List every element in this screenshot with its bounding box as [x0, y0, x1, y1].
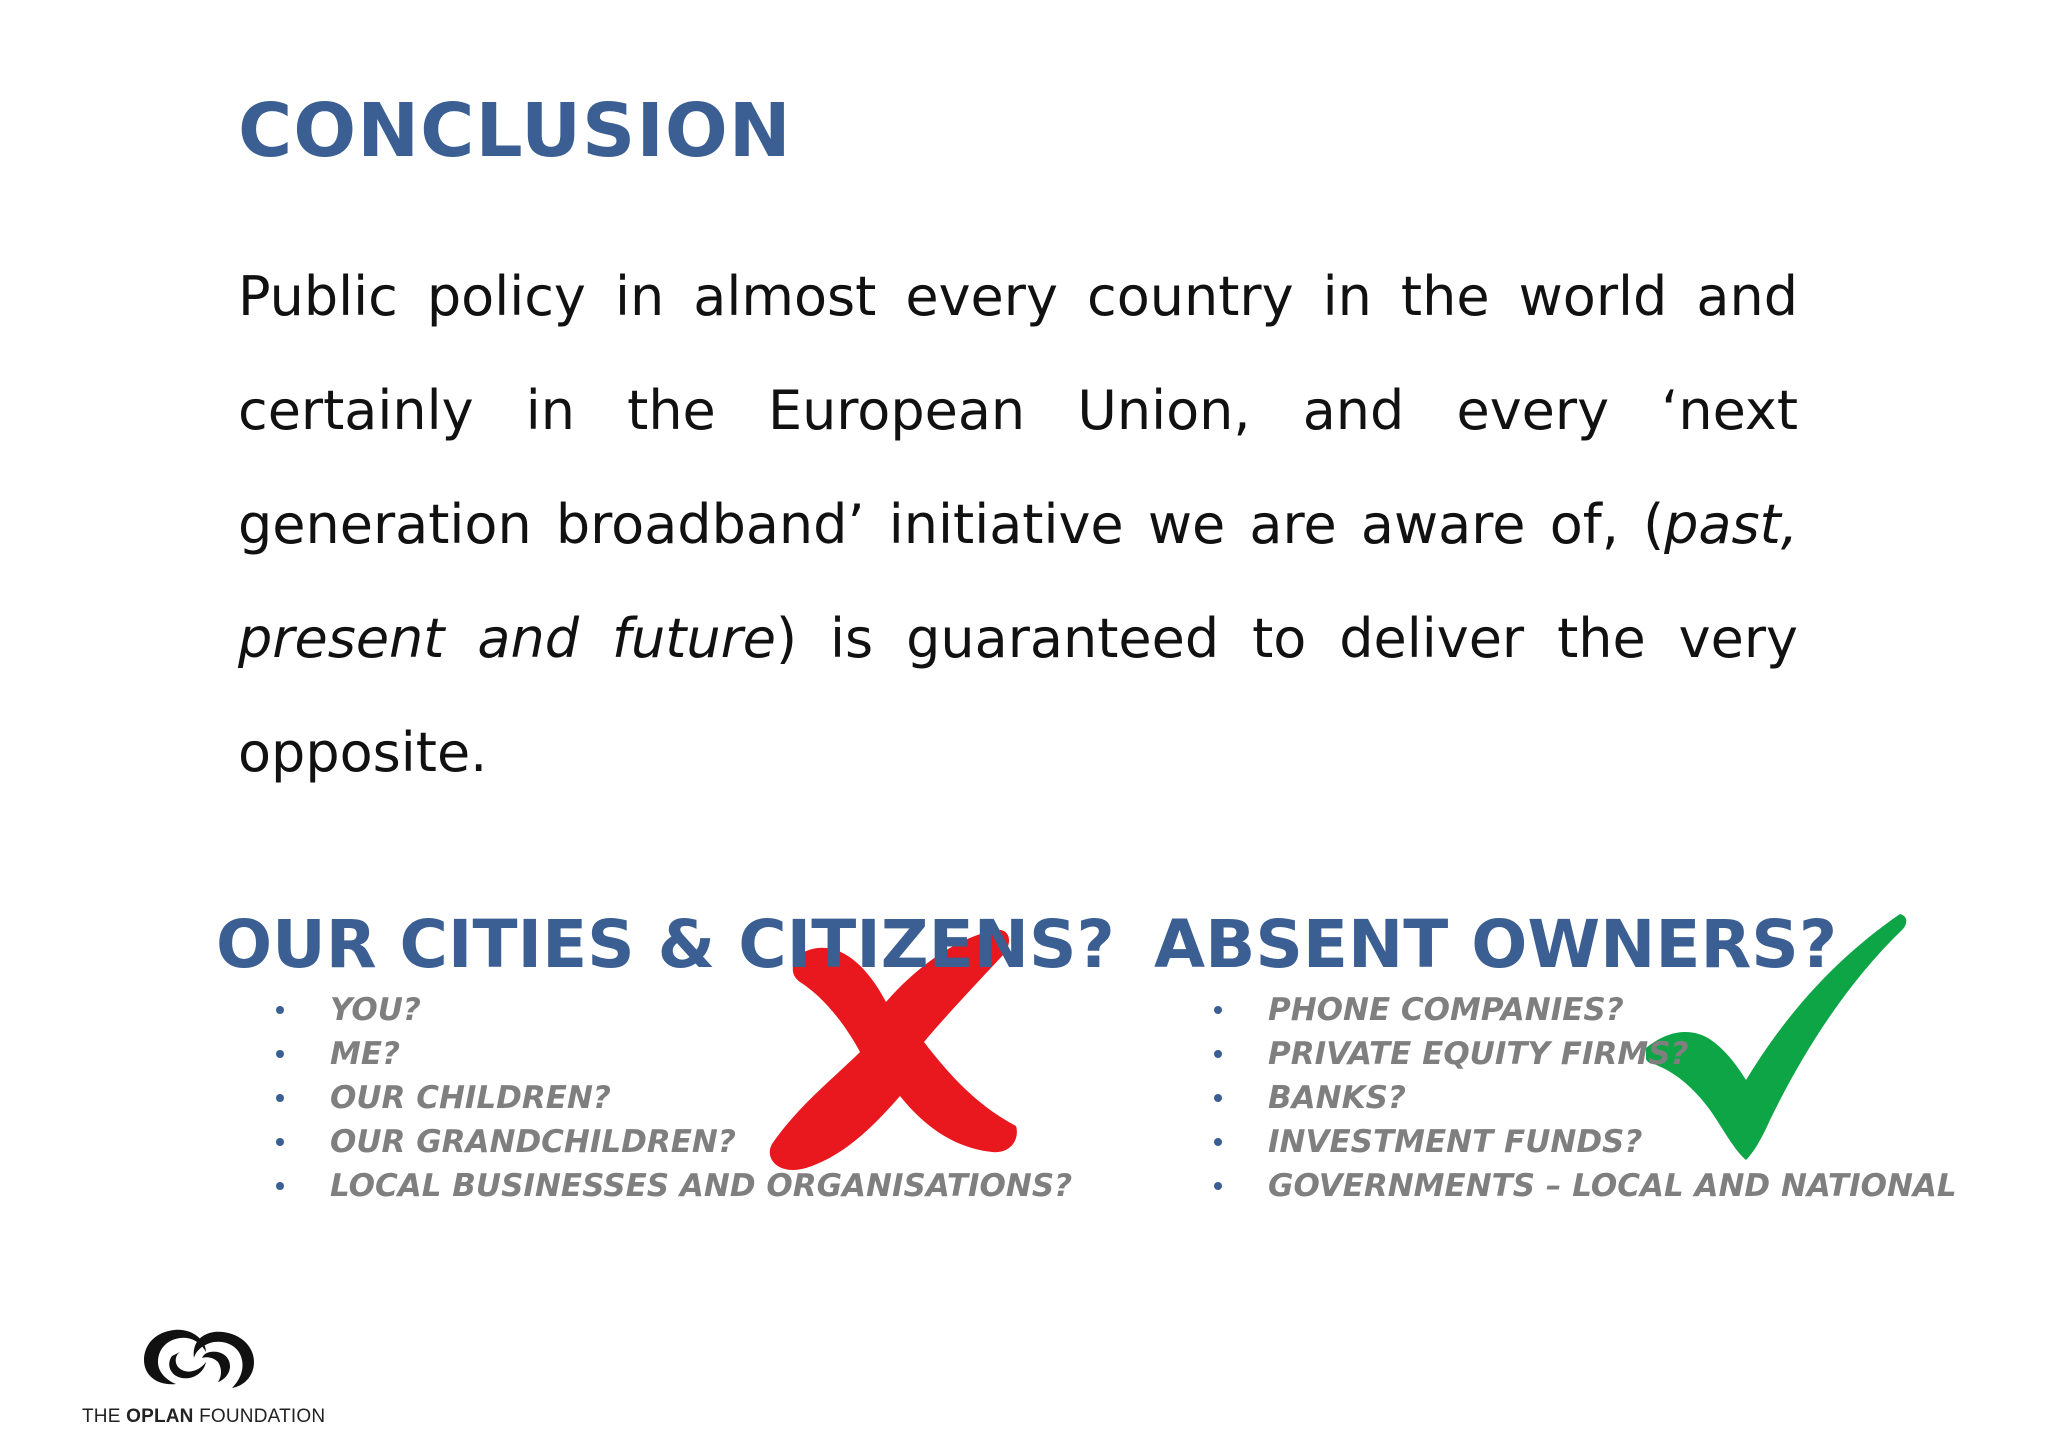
bullet-icon	[276, 1138, 284, 1146]
logo-text	[82, 1406, 325, 1428]
list-item	[272, 1076, 1072, 1120]
bullet-icon	[276, 1006, 284, 1014]
list-item	[272, 1120, 1072, 1164]
oplan-foundation-logo	[80, 1322, 326, 1432]
bullet-icon	[1214, 1094, 1222, 1102]
list-item-label: PHONE COMPANIES?	[1268, 992, 1624, 1028]
paragraph-emphasis: past, present and future	[238, 493, 1798, 670]
paragraph-text-1: Public policy in almost every country in the world and certainly in the European Union, and every ‘next generation broadband’ initiative we are aware of, (	[238, 265, 1798, 556]
list-item	[272, 1032, 1072, 1076]
logo-suffix: FOUNDATION	[193, 1406, 326, 1427]
list-item	[272, 1164, 1072, 1208]
logo-prefix: THE	[82, 1406, 127, 1427]
list-item	[1210, 1164, 1957, 1208]
list-item	[1210, 988, 1957, 1032]
conclusion-paragraph	[238, 240, 1798, 810]
absent-owners-list	[1210, 988, 1957, 1208]
absent-owners-heading: ABSENT OWNERS?	[1154, 906, 1838, 983]
list-item-label: YOU?	[330, 992, 421, 1028]
oplan-logo-icon	[140, 1322, 260, 1390]
list-item	[272, 988, 1072, 1032]
list-item-label: GOVERNMENTS – LOCAL AND NATIONAL	[1268, 1168, 1957, 1204]
slide-title: CONCLUSION	[238, 88, 792, 174]
bullet-icon	[276, 1094, 284, 1102]
bullet-icon	[1214, 1138, 1222, 1146]
list-item-label: INVESTMENT FUNDS?	[1268, 1124, 1643, 1160]
list-item-label: OUR GRANDCHILDREN?	[330, 1124, 736, 1160]
list-item-label: PRIVATE EQUITY FIRMS?	[1268, 1036, 1689, 1072]
bullet-icon	[276, 1050, 284, 1058]
list-item-label: ME?	[330, 1036, 401, 1072]
list-item-label: LOCAL BUSINESSES AND ORGANISATIONS?	[330, 1168, 1073, 1204]
logo-name: OPLAN	[126, 1406, 194, 1427]
list-item	[1210, 1032, 1957, 1076]
bullet-icon	[1214, 1006, 1222, 1014]
cities-citizens-heading: OUR CITIES & CITIZENS?	[216, 906, 1115, 983]
list-item	[1210, 1120, 1957, 1164]
list-item-label: BANKS?	[1268, 1080, 1406, 1116]
bullet-icon	[276, 1182, 284, 1190]
paragraph-text-2: ) is guaranteed to deliver the very opposite.	[238, 607, 1798, 784]
bullet-icon	[1214, 1182, 1222, 1190]
list-item-label: OUR CHILDREN?	[330, 1080, 611, 1116]
bullet-icon	[1214, 1050, 1222, 1058]
cities-citizens-list	[272, 988, 1072, 1208]
list-item	[1210, 1076, 1957, 1120]
